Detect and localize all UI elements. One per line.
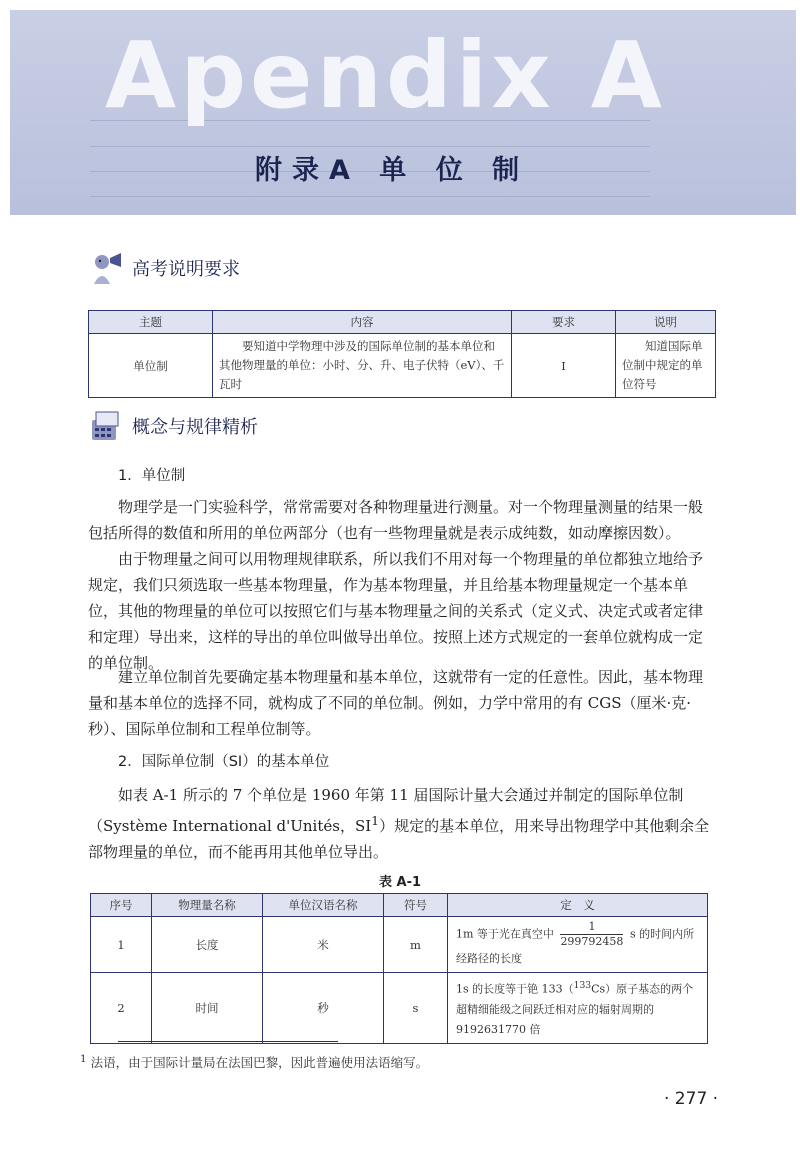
paragraph: 由于物理量之间可以用物理规律联系，所以我们不用对每一个物理量的单位都独立地给予规定，我们只须选取一些基本物理量，作为基本物理量，并且给基本物理量规定一个基本单位，其他的物理量的单位可以按照它们与基本物理量之间的关系式（定义式、决定式或者定律和定理）导出来，这样的导出的单位叫做导出单位。按照上述方式规定的一套单位就构成一定的单位制。 <box>88 550 704 672</box>
subheading-unit-system: 1．单位制 <box>118 468 186 484</box>
subheading-si-base-units: 2．国际单位制（SI）的基本单位 <box>118 754 330 770</box>
footnote-mark: 1 <box>80 1053 87 1065</box>
si-base-units-table <box>90 893 708 1044</box>
header-unit-name: 单位汉语名称 <box>263 894 384 917</box>
header-level: 要求 <box>512 311 616 334</box>
footnote-divider <box>118 1041 338 1042</box>
cell-level: I <box>512 334 616 398</box>
header-topic: 主题 <box>89 311 213 334</box>
cell-symbol: m <box>384 917 448 973</box>
fraction: $\frac{1}{299792458}$ <box>560 920 624 948</box>
cell-quantity: 时间 <box>152 973 263 1044</box>
banner-title-chinese: 附录A 单 位 制 <box>255 155 530 186</box>
header-no: 序号 <box>91 894 152 917</box>
cell-no: 2 <box>91 973 152 1044</box>
footnote-marker: 1 <box>371 813 380 828</box>
section-exam-requirements-heading <box>88 250 240 286</box>
footnote: $^1$ 法语，由于国际计量局在法国巴黎，因此普遍使用法语缩写。 <box>80 1053 429 1071</box>
table-row <box>91 973 708 1044</box>
cell-quantity: 长度 <box>152 917 263 973</box>
cell-content: 要知道中学物理中涉及的国际单位制的基本单位和其他物理量的单位：小时、分、升、电子伏特（eV）、千瓦时 <box>213 334 512 398</box>
cell-definition: 1s 的长度等于铯 133（$^{133}$Cs）原子基态的两个超精细能级之间跃迁相对应的辐射周期的 9192631770 倍 <box>448 973 708 1044</box>
section-concepts-heading <box>88 408 258 444</box>
header-definition: 定 义 <box>448 894 708 917</box>
header-symbol: 符号 <box>384 894 448 917</box>
calculator-notes-icon <box>88 408 124 444</box>
banner-title-english: Apendix A <box>105 22 666 129</box>
page-number: · 277 · <box>664 1089 719 1109</box>
cell-note: 知道国际单位制中规定的单位符号 <box>616 334 716 398</box>
header-content: 内容 <box>213 311 512 334</box>
cell-topic: 单位制 <box>89 334 213 398</box>
paragraph: 物理学是一门实验科学，常常需要对各种物理量进行测量。对一个物理量测量的结果一般包括所得的数值和所用的单位两部分（也有一些物理量就是表示成纯数，如动摩擦因数）。 <box>88 498 704 542</box>
section-title: 概念与规律精析 <box>132 417 258 438</box>
cell-definition: 1m 等于光在真空中 $\frac{1}{299792458}$ s 的时间内所经路径的长度 <box>448 917 708 973</box>
header-quantity: 物理量名称 <box>152 894 263 917</box>
chapter-banner <box>10 10 796 215</box>
table-row <box>91 917 708 973</box>
cell-no: 1 <box>91 917 152 973</box>
cell-unit: 秒 <box>263 973 384 1044</box>
table-caption: 表 A-1 <box>378 875 422 890</box>
section-title: 高考说明要求 <box>132 259 240 280</box>
cell-symbol: s <box>384 973 448 1044</box>
cell-unit: 米 <box>263 917 384 973</box>
header-note: 说明 <box>616 311 716 334</box>
student-speaking-icon <box>88 250 124 286</box>
paragraph: 建立单位制首先要确定基本物理量和基本单位，这就带有一定的任意性。因此，基本物理量和基本单位的选择不同，就构成了不同的单位制。例如，力学中常用的有 CGS（厘米·克·秒）、国际单位制和工程单位制等。 <box>88 668 704 738</box>
exam-requirements-table <box>88 310 716 398</box>
paragraph: 如表 A-1 所示的 7 个单位是 1960 年第 11 届国际计量大会通过并制定的国际单位制（Système International d'Unités，$SI^1$）规定的基本单位，用来导出物理学中其他剩余全部物理量的单位，而不能再用其他单位导出。 <box>88 786 710 861</box>
